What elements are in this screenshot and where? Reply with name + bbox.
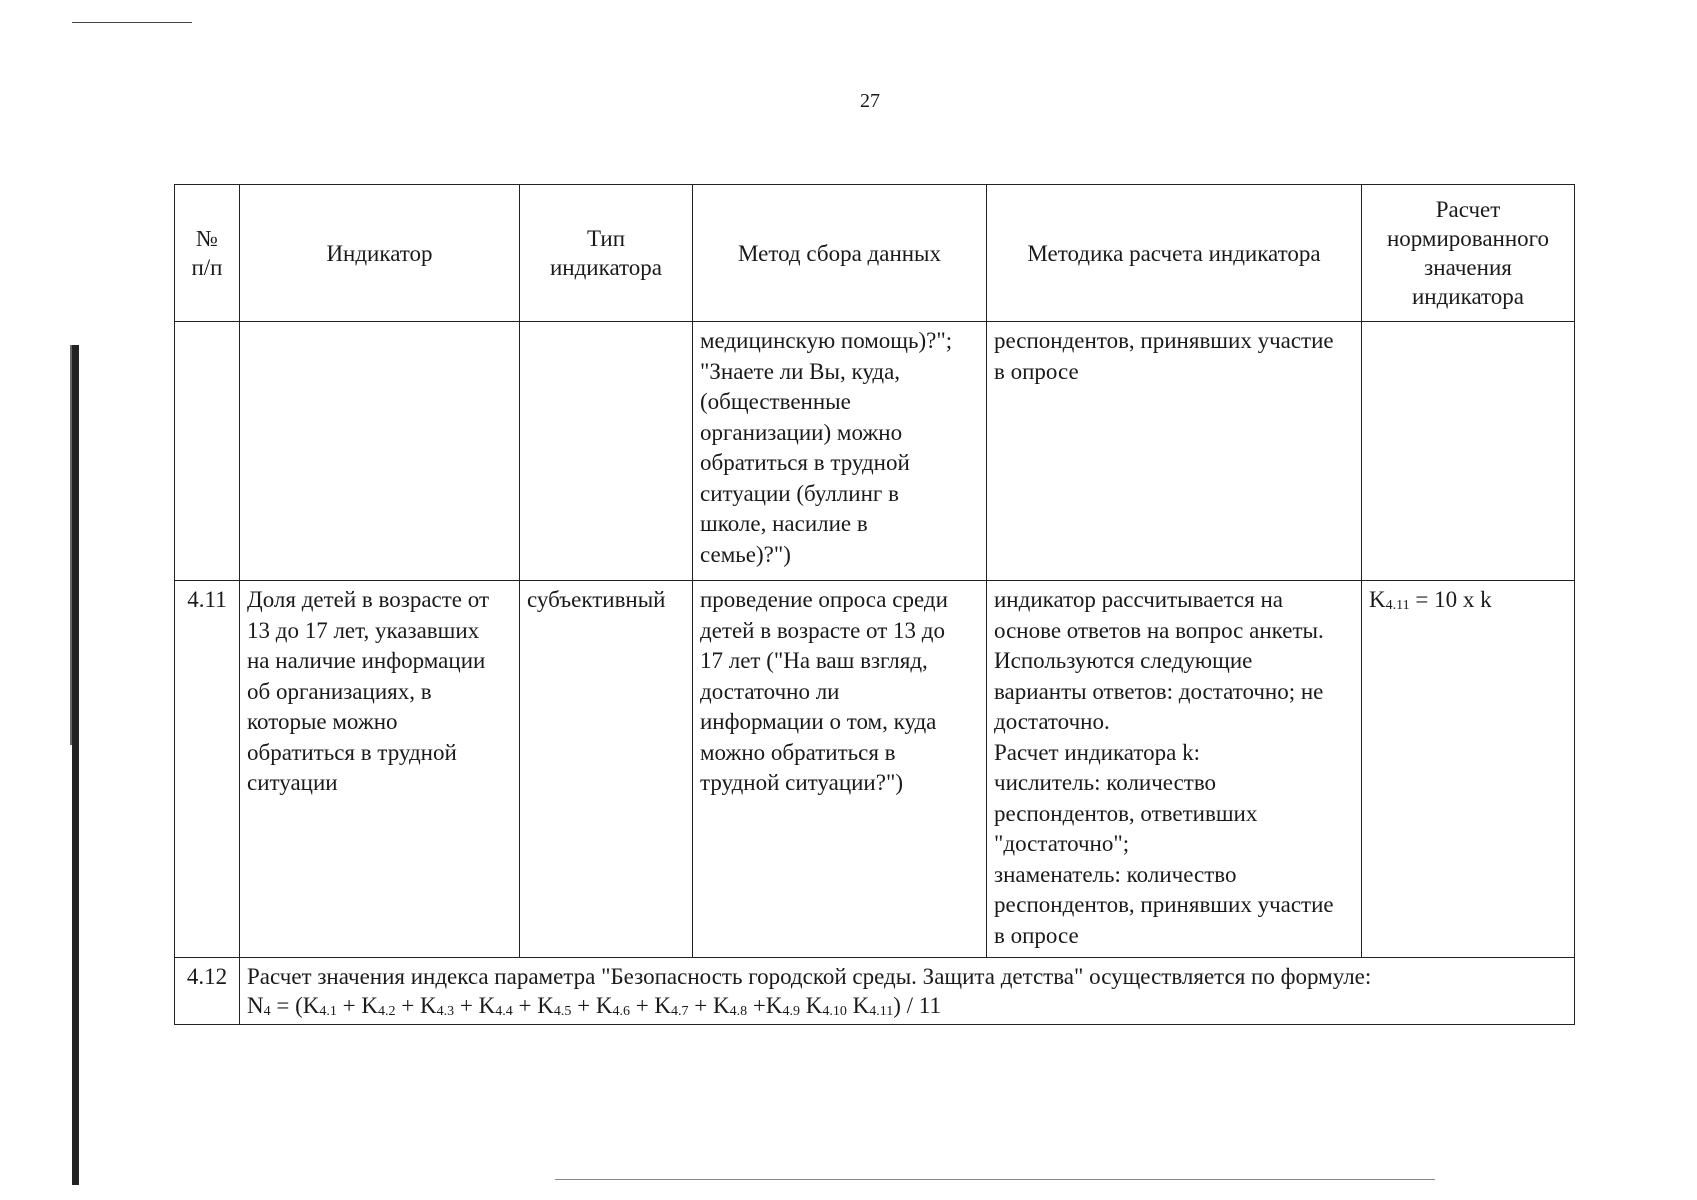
formula-term: K	[595, 993, 613, 1018]
cell-num: 4.12	[175, 958, 240, 1025]
formula-term: K	[713, 993, 730, 1018]
formula-sub: 4.3	[436, 1004, 455, 1019]
cell-calc: индикатор рассчитывается на основе ответов на вопрос анкеты. Используются следующие варианты ответов: достаточно; не достаточно. Расчет индикатора k: числитель: количество респондентов, ответивших "достаточно"; знаменатель: количество респондентов, принявших участие в опросе	[987, 581, 1362, 958]
formula-sub: 4.9	[782, 1004, 801, 1019]
header-norm: Расчет нормированного значения индикатора	[1362, 185, 1575, 322]
formula-term: K	[537, 993, 554, 1018]
formula-op: = (	[270, 993, 303, 1018]
cell-type	[520, 322, 693, 581]
scan-artifact-bar	[72, 345, 79, 1185]
formula-term: N	[247, 993, 264, 1018]
formula-term: K	[765, 993, 783, 1018]
table-row	[175, 581, 1575, 958]
page-number: 27	[860, 90, 880, 112]
norm-formula-k: K	[1369, 587, 1386, 612]
formula-sub: 4	[263, 1004, 271, 1019]
header-method: Метод сбора данных	[693, 185, 987, 322]
header-num: № п/п	[175, 185, 240, 322]
cell-norm	[1362, 581, 1575, 958]
formula-sub: 4.7	[671, 1004, 689, 1019]
formula-term: K	[478, 993, 496, 1018]
table-header-row	[175, 185, 1575, 322]
formula-op: +	[747, 993, 766, 1018]
formula-term: K	[361, 993, 378, 1018]
formula-description: Расчет значения индекса параметра "Безопасность городской среды. Защита детства" осуществляется по формуле:	[247, 964, 1372, 989]
table-row	[175, 322, 1575, 581]
formula-op: +	[629, 993, 655, 1018]
formula-op: +	[395, 993, 420, 1018]
formula-term: K	[805, 993, 823, 1018]
cell-indicator: Доля детей в возрасте от 13 до 17 лет, указавших на наличие информации об организациях, в которые можно обратиться в трудной ситуации	[240, 581, 520, 958]
scan-artifact-line	[72, 22, 192, 23]
formula-op: +	[571, 993, 596, 1018]
cell-num: 4.11	[175, 581, 240, 958]
cell-num	[175, 322, 240, 581]
formula-sub: 4.11	[869, 1004, 894, 1019]
formula-sub: 4.5	[553, 1004, 572, 1019]
cell-type: субъективный	[520, 581, 693, 958]
scan-artifact-line	[555, 1179, 1435, 1180]
header-type: Тип индикатора	[520, 185, 693, 322]
header-calc: Методика расчета индикатора	[987, 185, 1362, 322]
header-indicator: Индикатор	[240, 185, 520, 322]
formula-sub: 4.2	[378, 1004, 396, 1019]
indicator-table	[174, 184, 1575, 1025]
formula-term: K	[654, 993, 672, 1018]
index-formula	[247, 991, 1567, 1020]
formula-op: +	[454, 993, 479, 1018]
norm-formula-rhs: = 10 x k	[1409, 587, 1492, 612]
cell-norm	[1362, 322, 1575, 581]
cell-indicator	[240, 322, 520, 581]
formula-sub: 4.4	[495, 1004, 513, 1019]
cell-calc: респондентов, принявших участие в опросе	[987, 322, 1362, 581]
formula-term: K	[419, 993, 437, 1018]
cell-method: проведение опроса среди детей в возрасте от 13 до 17 лет ("На ваш взгляд, достаточно ли информации о том, куда можно обратиться в трудной ситуации?")	[693, 581, 987, 958]
formula-sub: 4.10	[822, 1004, 847, 1019]
cell-index-formula	[240, 958, 1575, 1025]
formula-term: K	[852, 993, 870, 1018]
formula-op: +	[512, 993, 538, 1018]
norm-formula-sub: 4.11	[1385, 598, 1410, 613]
formula-term: K	[302, 993, 320, 1018]
table-row	[175, 958, 1575, 1025]
formula-sub: 4.8	[729, 1004, 748, 1019]
formula-sub: 4.1	[319, 1004, 337, 1019]
formula-op: ) / 11	[893, 993, 941, 1018]
formula-op: +	[336, 993, 362, 1018]
cell-method: медицинскую помощь)?"; "Знаете ли Вы, куда, (общественные организации) можно обратиться в трудной ситуации (буллинг в школе, насилие в семье)?")	[693, 322, 987, 581]
formula-op: +	[688, 993, 714, 1018]
formula-sub: 4.6	[612, 1004, 630, 1019]
